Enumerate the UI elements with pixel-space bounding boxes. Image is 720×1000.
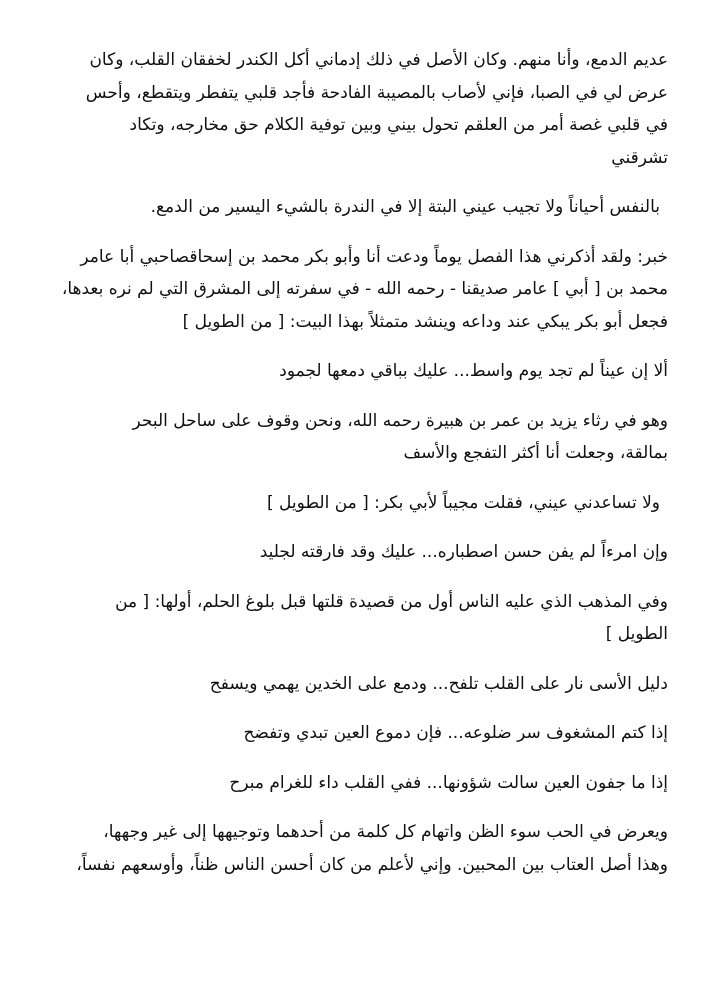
text-line: ألا إن عيناً لم تجد يوم واسط... عليك بباقي دمعها لجمود [279, 361, 668, 381]
text-line: وهو في رثاء يزيد بن عمر بن هبيرة رحمه الله، ونحن وقوف على ساحل البحر [132, 410, 668, 431]
verse-1 [52, 355, 668, 388]
paragraph-4 [52, 405, 668, 470]
text-line: وهذا أصل العتاب بين المحبين. وإني لأعلم من كان أحسن الناس ظناً، وأوسعهم نفساً، [76, 854, 668, 875]
text-line: خبر: ولقد أذكرني هذا الفصل يوماً ودعت أنا وأبو بكر محمد بن إسحاقصاحبي أبا عامر [80, 246, 668, 267]
text-line: محمد بن [ أبي ] عامر صديقنا - رحمه الله - في سفرته إلى المشرق التي لم نره بعدها، [61, 279, 668, 299]
text-line: بالنفس أحياناً ولا تجيب عيني البتة إلا في الندرة بالشيء اليسير من الدمع. [150, 197, 660, 217]
text-line: بمالقة، وجعلت أنا أكثر التفجع والأسف [403, 443, 668, 463]
text-line: الطويل ] [605, 624, 668, 644]
paragraph-5 [52, 487, 668, 520]
text-line: تشرقني [611, 147, 668, 168]
paragraph-3 [52, 241, 668, 339]
verse-2 [52, 536, 668, 569]
text-line: ولا تساعدني عيني، فقلت مجيباً لأبي بكر: [ من الطويل ] [267, 492, 660, 513]
verse-3 [52, 668, 668, 701]
text-line: فجعل أبو بكر يبكي عند وداعه وينشد متمثلاً بهذا البيت: [ من الطويل ] [182, 311, 668, 332]
text-line: إذا كتم المشغوف سر ضلوعه... فإن دموع العين تبدي وتفضح [243, 723, 668, 743]
text-line: دليل الأسى نار على القلب تلفح... ودمع على الخدين يهمي ويسفح [209, 673, 668, 694]
verse-4 [52, 717, 668, 750]
text-line: إذا ما جفون العين سالت شؤونها... ففي القلب داء للغرام مبرح [229, 772, 668, 793]
paragraph-1 [52, 44, 668, 174]
text-line: وإن امرءاً لم يفن حسن اصطباره... عليك وقد فارقته لجليد [259, 542, 668, 562]
paragraph-6 [52, 586, 668, 651]
text-line: في قلبي غصة أمر من العلقم تحول بيني وبين توفية الكلام حق مخارجه، وتكاد [129, 115, 668, 135]
verse-5 [52, 767, 668, 800]
text-line: وفي المذهب الذي عليه الناس أول من قصيدة قلتها قبل بلوغ الحلم، أولها: [ من [115, 591, 668, 612]
text-line: عرض لي في الصبا، فإني لأصاب بالمصيبة الفادحة فأجد قلبي يتفطر ويتقطع، وأحس [85, 82, 668, 103]
text-line: ويعرض في الحب سوء الظن واتهام كل كلمة من أحدهما وتوجيهها إلى غير وجهها، [103, 822, 668, 842]
text-line: عديم الدمع، وأنا منهم. وكان الأصل في ذلك إدماني أكل الكندر لخفقان القلب، وكان [89, 50, 668, 70]
paragraph-2 [52, 191, 668, 224]
paragraph-7 [52, 816, 668, 881]
